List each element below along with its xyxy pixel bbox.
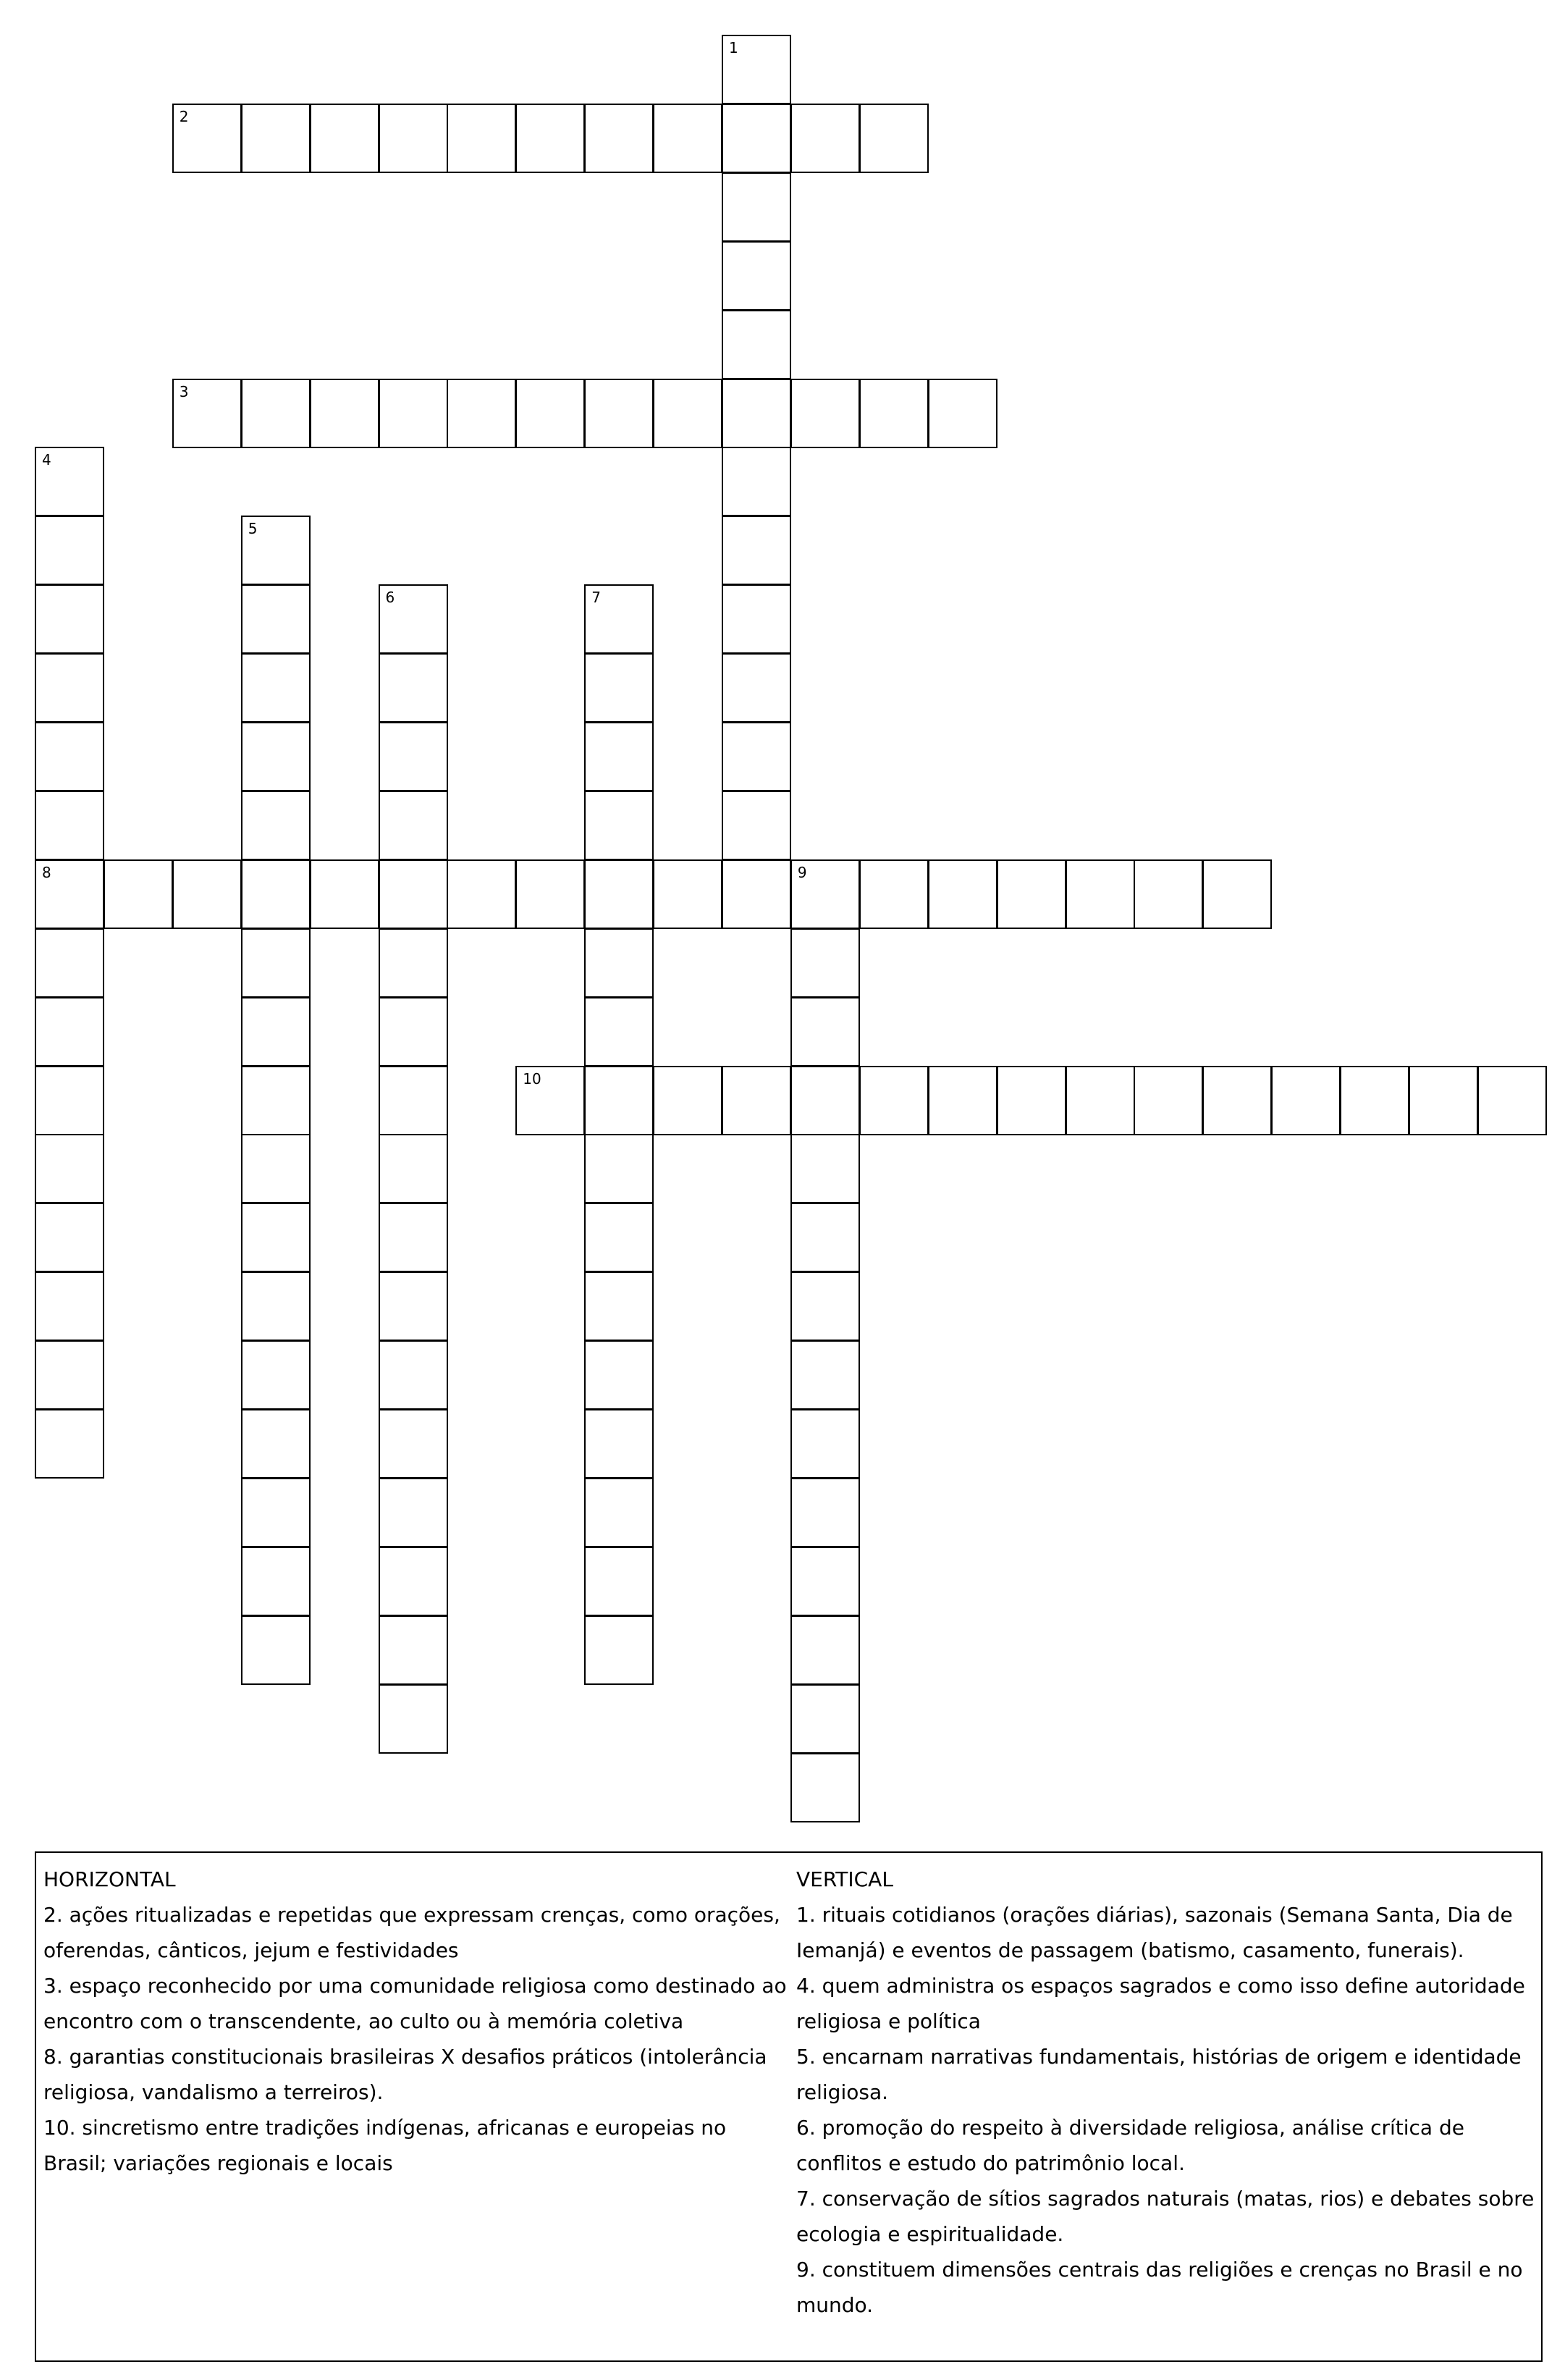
crossword-cell[interactable] [241, 516, 311, 585]
clue-down-4: 4. quem administra os espaços sagrados e como isso define autoridade religiosa e política [796, 1974, 1525, 2033]
clues-box [35, 1851, 1543, 2362]
crossword-cell[interactable] [35, 516, 104, 585]
crossword-cell[interactable] [35, 584, 104, 654]
crossword-cell[interactable] [35, 1203, 104, 1272]
crossword-cell[interactable] [790, 1340, 860, 1410]
crossword-cell[interactable] [379, 104, 448, 173]
clue-number-10: 10 [523, 1069, 541, 1088]
crossword-cell[interactable] [35, 1340, 104, 1410]
crossword-cell[interactable] [722, 104, 791, 173]
crossword-cell[interactable] [241, 104, 311, 173]
vertical-clues [796, 1862, 1535, 2323]
crossword-cell[interactable] [379, 859, 448, 929]
crossword-cell[interactable] [584, 1615, 654, 1685]
crossword-cell[interactable] [241, 722, 311, 791]
clue-down-1: 1. rituais cotidianos (orações diárias), sazonais (Semana Santa, Dia de Iemanjá) e eventos de passagem (batismo, casamento, funerais). [796, 1903, 1513, 1962]
crossword-cell[interactable] [379, 1340, 448, 1410]
crossword-cell[interactable] [379, 997, 448, 1067]
crossword-cell[interactable] [584, 1547, 654, 1616]
crossword-cell[interactable] [928, 1066, 997, 1135]
crossword-cell[interactable] [310, 379, 379, 448]
crossword-cell[interactable] [35, 1271, 104, 1341]
clue-across-8: 8. garantias constitucionais brasileiras X desafios práticos (intolerância religiosa, vandalismo a terreiros). [43, 2045, 767, 2104]
crossword-cell[interactable] [722, 447, 791, 516]
crossword-cell[interactable] [790, 859, 860, 929]
clue-down-6: 6. promoção do respeito à diversidade religiosa, análise crítica de conflitos e estudo do patrimônio local. [796, 2116, 1464, 2175]
crossword-cell[interactable] [790, 1478, 860, 1547]
crossword-cell[interactable] [584, 791, 654, 860]
crossword-cell[interactable] [584, 104, 654, 173]
clue-number-8: 8 [42, 863, 51, 881]
crossword-cell[interactable] [1134, 859, 1203, 929]
crossword-cell[interactable] [790, 1066, 860, 1135]
clue-number-2: 2 [179, 107, 189, 125]
crossword-cell[interactable] [790, 1203, 860, 1272]
crossword-cell[interactable] [928, 859, 997, 929]
crossword-cell[interactable] [379, 1547, 448, 1616]
crossword-cell[interactable] [35, 928, 104, 998]
crossword-cell[interactable] [35, 653, 104, 723]
crossword-cell[interactable] [241, 1271, 311, 1341]
crossword-cell[interactable] [310, 104, 379, 173]
crossword-cell[interactable] [722, 791, 791, 860]
crossword-cell[interactable] [790, 1684, 860, 1754]
crossword-cell[interactable] [241, 379, 311, 448]
crossword-cell[interactable] [379, 1203, 448, 1272]
crossword-cell[interactable] [1271, 1066, 1341, 1135]
crossword-cell[interactable] [722, 859, 791, 929]
crossword-cell[interactable] [241, 1478, 311, 1547]
crossword-cell[interactable] [35, 997, 104, 1067]
crossword-cell[interactable] [379, 1271, 448, 1341]
crossword-cell[interactable] [790, 1134, 860, 1203]
crossword-cell[interactable] [859, 104, 929, 173]
crossword-cell[interactable] [35, 722, 104, 791]
horizontal-clues [43, 1862, 789, 2181]
crossword-cell[interactable] [241, 1615, 311, 1685]
clue-across-3: 3. espaço reconhecido por uma comunidade religiosa como destinado ao encontro com o transcendente, ao culto ou à memória coletiva [43, 1974, 787, 2033]
crossword-cell[interactable] [584, 997, 654, 1067]
clue-number-3: 3 [179, 382, 189, 400]
crossword-cell[interactable] [379, 653, 448, 723]
crossword-cell[interactable] [1340, 1066, 1409, 1135]
crossword-cell[interactable] [310, 859, 379, 929]
crossword-cell[interactable] [584, 722, 654, 791]
crossword-cell[interactable] [722, 516, 791, 585]
crossword-cell[interactable] [379, 1134, 448, 1203]
crossword-cell[interactable] [35, 1409, 104, 1479]
crossword-cell[interactable] [790, 379, 860, 448]
crossword-cell[interactable] [379, 1066, 448, 1135]
crossword-cell[interactable] [997, 859, 1066, 929]
clue-number-4: 4 [42, 451, 51, 469]
crossword-cell[interactable] [447, 379, 516, 448]
crossword-cell[interactable] [379, 379, 448, 448]
crossword-cell[interactable] [584, 859, 654, 929]
crossword-cell[interactable] [790, 997, 860, 1067]
crossword-cell[interactable] [584, 1271, 654, 1341]
clue-number-9: 9 [797, 863, 807, 881]
crossword-cell[interactable] [379, 928, 448, 998]
crossword-cell[interactable] [859, 859, 929, 929]
clue-number-1: 1 [729, 39, 738, 56]
crossword-cell[interactable] [722, 379, 791, 448]
crossword-cell[interactable] [379, 1684, 448, 1754]
crossword-cell[interactable] [1066, 859, 1135, 929]
crossword-cell[interactable] [653, 379, 722, 448]
crossword-cell[interactable] [515, 1066, 585, 1135]
crossword-cell[interactable] [584, 653, 654, 723]
crossword-cell[interactable] [241, 584, 311, 654]
crossword-cell[interactable] [1477, 1066, 1547, 1135]
crossword-cell[interactable] [790, 104, 860, 173]
crossword-cell[interactable] [241, 1409, 311, 1479]
crossword-cell[interactable] [997, 1066, 1066, 1135]
crossword-cell[interactable] [447, 104, 516, 173]
crossword-cell[interactable] [790, 1753, 860, 1822]
crossword-cell[interactable] [790, 1271, 860, 1341]
crossword-cell[interactable] [584, 1340, 654, 1410]
crossword-cell[interactable] [653, 1066, 722, 1135]
clue-down-5: 5. encarnam narrativas fundamentais, histórias de origem e identidade religiosa. [796, 2045, 1522, 2104]
clue-across-10: 10. sincretismo entre tradições indígenas, africanas e europeias no Brasil; variações regionais e locais [43, 2116, 727, 2175]
clue-number-6: 6 [385, 589, 395, 607]
crossword-cell[interactable] [790, 928, 860, 998]
crossword-cell[interactable] [241, 1203, 311, 1272]
clue-across-2: 2. ações ritualizadas e repetidas que expressam crenças, como orações, oferendas, cânticos, jejum e festividades [43, 1903, 780, 1962]
crossword-cell[interactable] [515, 104, 585, 173]
crossword-cell[interactable] [447, 859, 516, 929]
crossword-cell[interactable] [653, 859, 722, 929]
crossword-cell[interactable] [1066, 1066, 1135, 1135]
crossword-cell[interactable] [722, 172, 791, 242]
clue-number-5: 5 [248, 520, 258, 538]
crossword-cell[interactable] [35, 859, 104, 929]
crossword-cell[interactable] [722, 35, 791, 104]
crossword-cell[interactable] [241, 1066, 311, 1135]
crossword-cell[interactable] [379, 1615, 448, 1685]
crossword-cell[interactable] [35, 791, 104, 860]
crossword-cell[interactable] [172, 104, 242, 173]
crossword-cell[interactable] [722, 722, 791, 791]
crossword-cell[interactable] [379, 791, 448, 860]
crossword-cell[interactable] [722, 584, 791, 654]
crossword-cell[interactable] [241, 859, 311, 929]
crossword-cell[interactable] [859, 1066, 929, 1135]
crossword-cell[interactable] [515, 379, 585, 448]
crossword-cell[interactable] [1202, 859, 1272, 929]
crossword-cell[interactable] [104, 859, 173, 929]
crossword-cell[interactable] [241, 1134, 311, 1203]
crossword-cell[interactable] [722, 241, 791, 311]
clue-down-7: 7. conservação de sítios sagrados naturais (matas, rios) e debates sobre ecologia e espiritualidade. [796, 2187, 1535, 2246]
crossword-cell[interactable] [172, 859, 242, 929]
crossword-cell[interactable] [379, 1409, 448, 1479]
horizontal-title: HORIZONTAL [43, 1867, 176, 1891]
crossword-cell[interactable] [515, 859, 585, 929]
crossword-cell[interactable] [722, 1066, 791, 1135]
crossword-cell[interactable] [379, 722, 448, 791]
clue-down-9: 9. constituem dimensões centrais das religiões e crenças no Brasil e no mundo. [796, 2258, 1523, 2317]
crossword-cell[interactable] [241, 1547, 311, 1616]
crossword-cell[interactable] [35, 1066, 104, 1135]
crossword-cell[interactable] [35, 447, 104, 516]
crossword-cell[interactable] [172, 379, 242, 448]
crossword-cell[interactable] [584, 584, 654, 654]
crossword-cell[interactable] [379, 584, 448, 654]
crossword-cell[interactable] [722, 653, 791, 723]
crossword-cell[interactable] [241, 1340, 311, 1410]
crossword-cell[interactable] [790, 1409, 860, 1479]
crossword-cell[interactable] [584, 1134, 654, 1203]
crossword-cell[interactable] [379, 1478, 448, 1547]
crossword-cell[interactable] [1409, 1066, 1478, 1135]
crossword-cell[interactable] [241, 653, 311, 723]
crossword-cell[interactable] [241, 997, 311, 1067]
crossword-cell[interactable] [790, 1615, 860, 1685]
crossword-cell[interactable] [790, 1547, 860, 1616]
crossword-cell[interactable] [584, 1409, 654, 1479]
crossword-cell[interactable] [928, 379, 997, 448]
clue-number-7: 7 [591, 589, 601, 607]
crossword-cell[interactable] [653, 104, 722, 173]
crossword-cell[interactable] [584, 1066, 654, 1135]
crossword-cell[interactable] [241, 791, 311, 860]
crossword-cell[interactable] [1202, 1066, 1272, 1135]
vertical-title: VERTICAL [796, 1867, 893, 1891]
crossword-cell[interactable] [584, 379, 654, 448]
crossword-cell[interactable] [859, 379, 929, 448]
crossword-cell[interactable] [241, 928, 311, 998]
crossword-cell[interactable] [35, 1134, 104, 1203]
crossword-cell[interactable] [584, 1478, 654, 1547]
crossword-cell[interactable] [584, 928, 654, 998]
crossword-cell[interactable] [584, 1203, 654, 1272]
crossword-cell[interactable] [722, 310, 791, 379]
crossword-cell[interactable] [1134, 1066, 1203, 1135]
